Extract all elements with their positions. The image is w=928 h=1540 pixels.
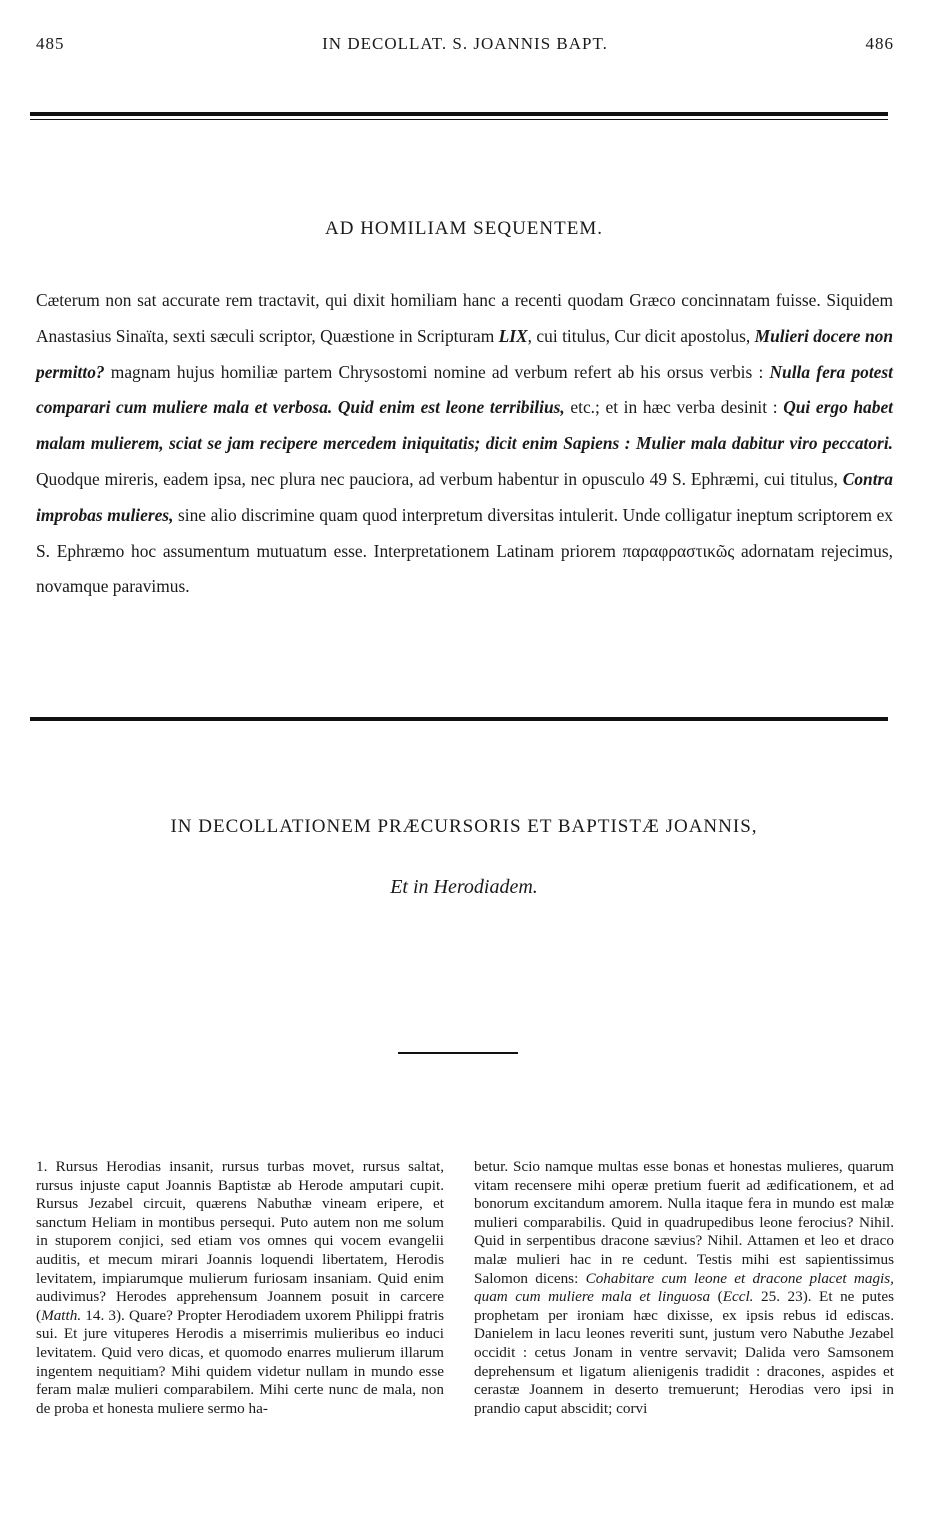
left-column-text	[36, 1158, 444, 1418]
left-page-number: 485	[36, 34, 65, 53]
homily-subtitle: Et in Herodiadem.	[390, 876, 538, 898]
short-divider-rule	[398, 1052, 518, 1054]
running-title: IN DECOLLAT. S. JOANNIS BAPT.	[322, 34, 608, 53]
preface-italic: Mulieri docere non permitto?	[36, 325, 893, 382]
scripture-reference: Eccl.	[722, 1288, 754, 1306]
body-text: 25. 23). Et ne putes prophetam per ironiam hæc dixisse, ex ipsis rebus id ediscas. Danielem in lacu leones reveriti sunt, justum vero Nabuthe Jezabel occidit : cetus Jonam in ventre servavit; Dalida vero Samsonem deprehensum et ligatum alienigenis tradidit : dracones, aspides et cerastæ Joannem in deserto tremuerunt; Herodias vero ipsi in prandio caput abscidit; corvi	[474, 1288, 894, 1417]
preface-text: adornatam rejecimus, novamque paravimus.	[36, 540, 893, 597]
body-text: 14. 3). Quare? Propter Herodiadem uxorem Philippi fratris sui. Et jure vituperes Herodis a miserrimis mulieribus eo induci levitatem. Quid vero dicas, et quomodo enarres mulierum illarum ingentem nequitiam? Mihi quidem videtur nullam in mundo esse feram malæ mulieri comparabilem. Mihi certe nunc de mala, non de proba et honesta muliere sermo ha-	[36, 1306, 444, 1417]
preface-italic: Nulla fera potest comparari cum muliere mala et verbosa. Quid enim est leone terribilius,	[36, 361, 893, 418]
right-page-number: 486	[865, 34, 894, 53]
greek-word: παραφραστικῶς	[622, 540, 735, 561]
running-head	[36, 34, 894, 56]
scripture-quote: Cohabitare cum leone et dracone placet magis, quam cum muliere mala et linguosa	[474, 1269, 894, 1306]
body-text: betur. Scio namque multas esse bonas et honestas mulieres, quarum vitam recensere mihi operæ pretium fuerit ad ædificationem, et ad bonorum excitandum amorem. Nulla itaque fera in mundo est malæ mulieri comparabilis. Quid in quadrupedibus leone ferocius? Nihil. Quid in serpentibus dracone sævius? Nihil. Attamen et leo et draco malæ mulieri hac in re cedunt. Testis mihi est sapientissimus Salomon dicens:	[474, 1158, 894, 1287]
body-text: 1. Rursus Herodias insanit, rursus turbas movet, rursus saltat, rursus injuste caput Joannis Baptistæ ab Herode amputari cupit. Rursus Jezabel circuit, quærens Nabuthæ vineam eripere, et sanctum Heliam in montibus persequi. Puto autem non me solum in stuporem conjici, sed etiam vos omnes qui vocem evangelii auditis, et mecum mirari Joannis loquendi libertatem, Herodis levitatem, impiarumque mulierum furiosam insaniam. Quid enim audivimus? Herodes apprehensum Joannem posuit in carcere (	[36, 1158, 444, 1324]
body-text: (	[710, 1288, 723, 1306]
homily-title: IN DECOLLATIONEM PRÆCURSORIS ET BAPTISTÆ JOANNIS,	[170, 816, 758, 837]
preface-italic: Qui ergo habet malam mulierem, sciat se jam recipere mercedem iniquitatis; dicit enim Sapiens : Mulier mala dabitur viro peccatori.	[36, 397, 894, 454]
preface-italic: LIX	[498, 325, 528, 346]
preface-heading: AD HOMILIAM SEQUENTEM.	[325, 218, 603, 239]
scripture-reference: Matth.	[41, 1306, 82, 1324]
section-divider-rule	[30, 717, 888, 721]
header-thick-rule	[30, 112, 888, 116]
preface-text: Quodque mireris, eadem ipsa, nec plura nec pauciora, ad verbum habentur in opusculo 49 S. Ephræmi, cui titulus,	[36, 468, 843, 489]
preface-paragraph	[36, 283, 893, 605]
preface-text: , cui titulus, Cur dicit apostolus,	[527, 325, 755, 346]
preface-text: Cæterum non sat accurate rem tractavit, qui dixit homiliam hanc a recenti quodam Græco concinnatam fuisse. Siquidem Anastasius Sinaïta, sexti sæculi scriptor, Quæstione in Scripturam	[36, 290, 893, 346]
preface-text: etc.; et in hæc verba desinit :	[564, 397, 784, 418]
right-column-text	[474, 1158, 894, 1418]
header-thin-rule	[30, 119, 888, 120]
preface-text: magnam hujus homiliæ partem Chrysostomi nomine ad verbum refert ab his orsus verbis :	[104, 361, 770, 382]
preface-text: sine alio discrimine quam quod interpretum diversitas intulerit. Unde colligatur ineptum scriptorem ex S. Ephræmo hoc assumentum mutuatum esse. Interpretationem Latinam priorem	[36, 504, 893, 561]
preface-italic: Contra improbas mulieres,	[36, 468, 893, 525]
